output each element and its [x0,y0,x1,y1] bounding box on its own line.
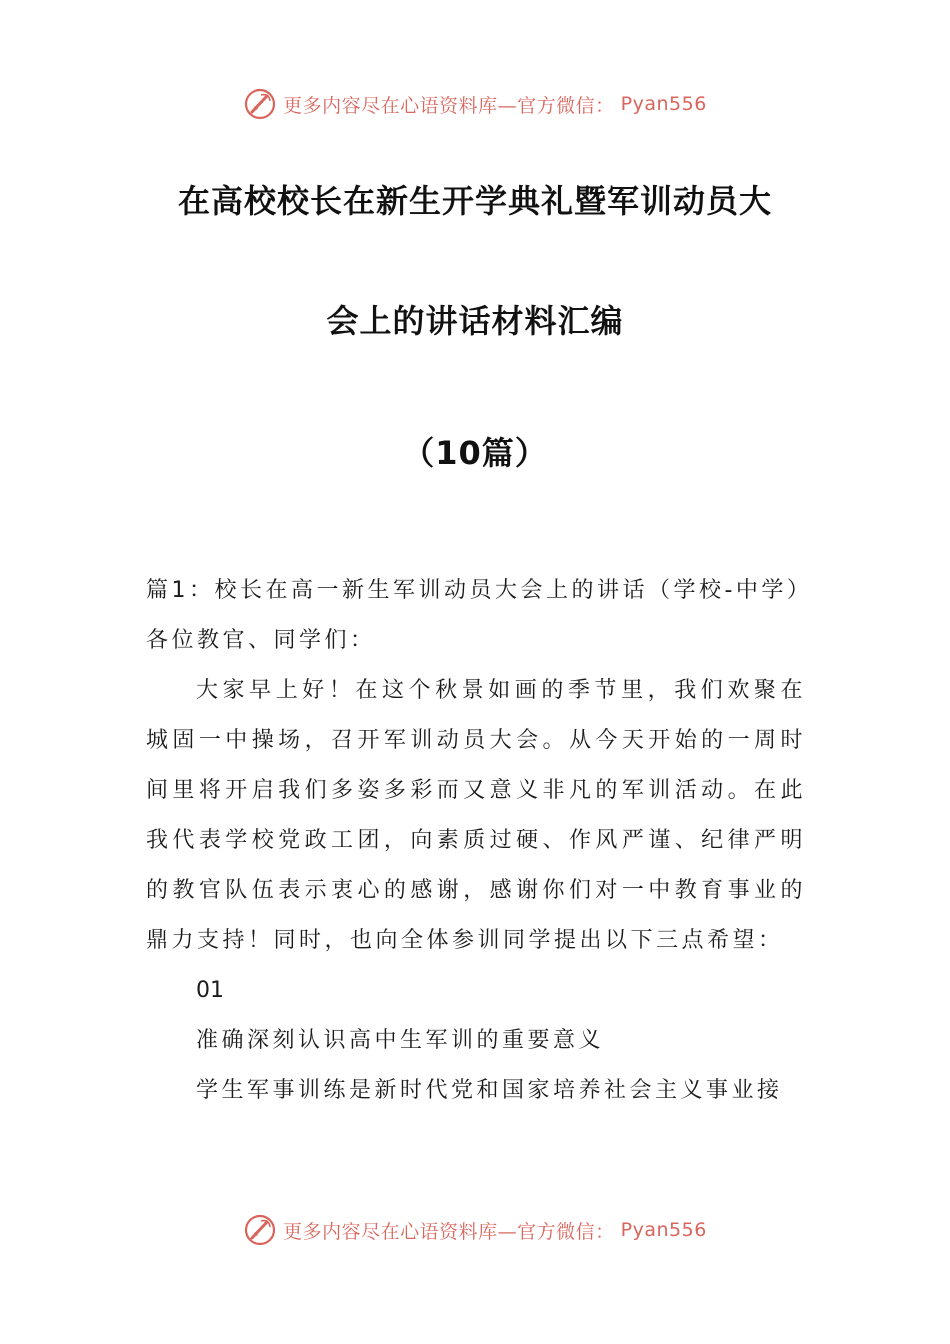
watermark-header [0,84,950,124]
watermark-wechat-id: Pyan556 [620,1219,707,1241]
document-title-count: （10篇） [402,434,548,472]
watermark-wechat-id: Pyan556 [620,93,707,115]
paragraph-section-start: 学生军事训练是新时代党和国家培养社会主义事业接 [196,1078,783,1103]
pen-logo-icon [243,87,277,121]
document-body [146,566,813,1116]
watermark-footer [0,1210,950,1250]
pen-logo-icon [243,1213,277,1247]
document-title-line-2: 会上的讲话材料汇编 [326,302,624,340]
document-title-line-1: 在高校校长在新生开学典礼暨军训动员大 [177,182,772,220]
section-number: 01 [196,978,224,1003]
section-title: 准确深刻认识高中生军训的重要意义 [196,1028,605,1053]
salutation: 各位教官、同学们： [146,628,376,653]
paragraph-opening: 大家早上好！在这个秋景如画的季节里，我们欢聚在城固一中操场，召开军训动员大会。从今天开始的一周时间里将开启我们多姿多彩而又意义非凡的军训活动。在此我代表学校党政工团，向素质过硬、作风严谨、纪律严明的教官队伍表示衷心的感谢，感谢你们对一中教育事业的鼎力支持！同时，也向全体参训同学提出以下三点希望： [146,678,806,953]
speech-heading: 篇1：校长在高一新生军训动员大会上的讲话（学校-中学） [146,578,813,603]
watermark-text: 更多内容尽在心语资料库—官方微信： [283,1220,615,1243]
watermark-text: 更多内容尽在心语资料库—官方微信： [283,94,615,117]
